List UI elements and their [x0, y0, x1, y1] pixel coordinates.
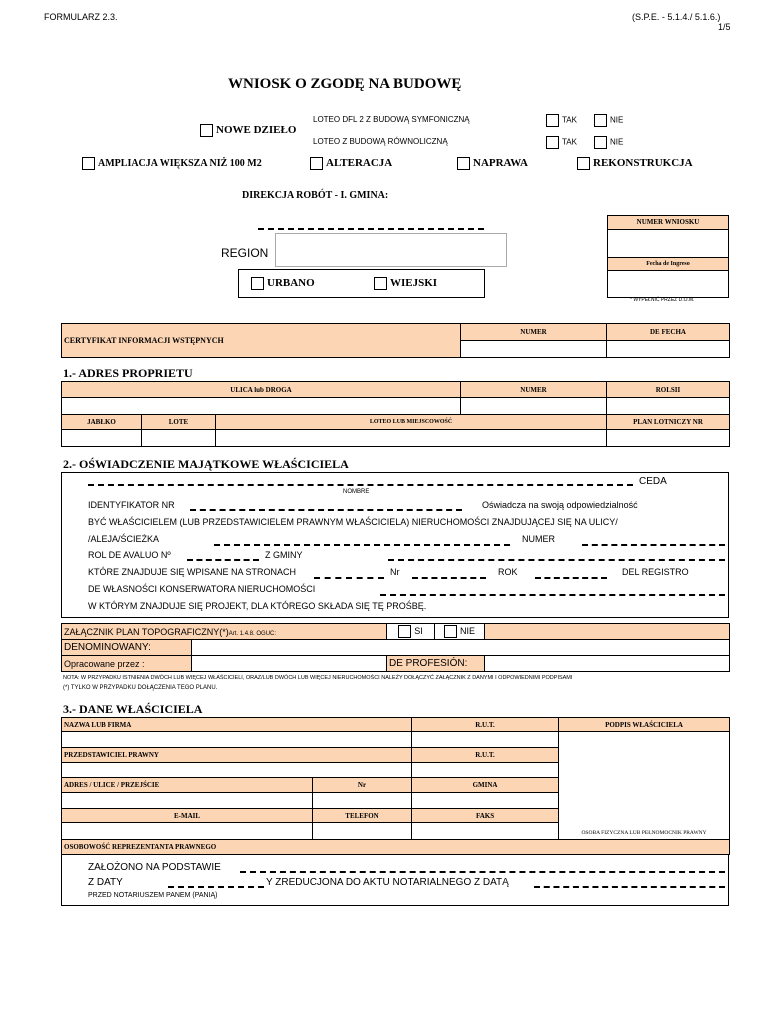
street-field[interactable]: [62, 398, 461, 415]
ampliacja-checkbox[interactable]: [82, 157, 95, 170]
declaration-numer-label: NUMER: [522, 534, 555, 544]
topo-nie-option[interactable]: [435, 624, 485, 640]
owner-statement: BYĆ WŁAŚCICIELEM (LUB PRZEDSTAWICIELEM PRAWNYM WŁAŚCICIELA) NIERUCHOMOŚCI ZNAJDUJĄCEJ SIĘ NA ULICY/: [88, 517, 618, 527]
z-daty-line[interactable]: [168, 886, 264, 888]
ampliacja-option[interactable]: [82, 157, 262, 170]
section-3-title: 3.- DANE WŁAŚCICIELA: [63, 702, 203, 716]
aleja-label: /ALEJA/ŚCIEŻKA: [88, 534, 160, 544]
project-statement: W KTÓRYM ZNAJDUJE SIĘ PROJEKT, DLA KTÓREGO SKŁADA SIĘ TĘ PROŚBĘ.: [88, 601, 427, 611]
signature-header: PODPIS WŁAŚCICIELA: [559, 718, 730, 732]
cert-fecha-field[interactable]: [607, 341, 730, 358]
nr-label: Nr: [390, 567, 400, 577]
tak-label: TAK: [562, 115, 577, 125]
page-title: WNIOSK O ZGODĘ NA BUDOWĘ: [228, 76, 462, 92]
gmina-line[interactable]: [388, 559, 725, 561]
topo-article: Art. 1.4.8. OGUC:: [228, 630, 277, 637]
gmina-field[interactable]: [412, 793, 559, 809]
profession-field[interactable]: [485, 656, 730, 672]
denominated-field[interactable]: [192, 640, 730, 656]
alteracja-label: ALTERACJA: [326, 157, 393, 170]
new-work-label: NOWE DZIEŁO: [216, 124, 297, 137]
rolsii-field[interactable]: [607, 398, 730, 415]
ceda-label: CEDA: [639, 476, 667, 487]
jablko-field[interactable]: [62, 430, 142, 447]
rut-field-2[interactable]: [412, 763, 559, 778]
rol-label: ROL DE AVALUO Nº: [88, 550, 171, 560]
lot1-nie[interactable]: [594, 114, 623, 127]
loteo-header: LOTEO LUB MIEJSCOWOŚĆ: [216, 415, 607, 430]
plan-only-note: (*) TYLKO W PRZYPADKU DOŁĄCZENIA TEGO PLANU.: [63, 685, 218, 691]
cert-table: [61, 323, 730, 358]
alteracja-option[interactable]: [310, 157, 392, 170]
notarial-line[interactable]: [534, 886, 725, 888]
rut-field-1[interactable]: [412, 732, 559, 748]
lote-field[interactable]: [142, 430, 216, 447]
address-numer-header: NUMER: [461, 382, 607, 398]
lot2-label: LOTEO Z BUDOWĄ RÓWNOLICZNĄ: [313, 137, 448, 146]
z-gminy-label: Z GMINY: [265, 550, 303, 560]
application-number-box: [607, 215, 729, 298]
side-note: * WYPEŁNIĆ PRZEZ D.O.M.: [630, 297, 695, 303]
naprawa-option[interactable]: [457, 157, 528, 170]
new-work-option[interactable]: [200, 124, 296, 137]
founded-line[interactable]: [240, 871, 725, 873]
lot2-tak[interactable]: [546, 136, 577, 149]
lot2-tak-checkbox[interactable]: [546, 136, 559, 149]
faks-field[interactable]: [412, 823, 559, 840]
pages-line[interactable]: [314, 577, 384, 579]
nombre-label: NOMBRE: [343, 489, 370, 495]
nie-label: NIE: [610, 115, 624, 125]
registro-label: DEL REGISTRO: [622, 567, 689, 577]
fecha-ingreso-field[interactable]: [608, 271, 728, 297]
loteo-field[interactable]: [216, 430, 607, 447]
topo-nie-label: NIE: [459, 625, 475, 636]
rok-label: ROK: [498, 567, 518, 577]
firm-header: NAZWA LUB FIRMA: [62, 718, 412, 732]
ref-code: (S.P.E. - 5.1.4./ 5.1.6.): [632, 12, 721, 22]
owner-nr-header: Nr: [313, 778, 412, 793]
area-box: [238, 269, 485, 298]
denominated-label: DENOMINOWANY:: [62, 640, 192, 656]
plan-header: PLAN LOTNICZY NR: [607, 415, 730, 430]
telefon-field[interactable]: [313, 823, 412, 840]
lot1-nie-checkbox[interactable]: [594, 114, 607, 127]
cert-numer-field[interactable]: [461, 341, 607, 358]
name-line[interactable]: [88, 484, 633, 486]
address-table: [61, 381, 730, 447]
rol-line[interactable]: [187, 559, 259, 561]
new-work-checkbox[interactable]: [200, 124, 213, 137]
rekonstrukcja-checkbox[interactable]: [577, 157, 590, 170]
tak-label: TAK: [562, 137, 577, 147]
konserwator-label: DE WŁASNOŚCI KONSERWATORA NIERUCHOMOŚCI: [88, 584, 316, 594]
owner-table: [61, 717, 730, 855]
declares-label: Oświadcza na swoją odpowiedzialność: [482, 500, 638, 510]
legal-rep-field[interactable]: [62, 763, 412, 778]
declaration-numer-line[interactable]: [582, 544, 725, 546]
prepared-by-field[interactable]: [192, 656, 387, 672]
naprawa-label: NAPRAWA: [473, 157, 528, 170]
identifier-label: IDENTYFIKATOR NR: [88, 500, 175, 510]
lote-header: LOTE: [142, 415, 216, 430]
plan-field[interactable]: [607, 430, 730, 447]
wiejski-checkbox[interactable]: [374, 277, 387, 290]
telefon-header: TELEFON: [313, 809, 412, 823]
address-header: ADRES / ULICE / PRZEJŚCIE: [62, 778, 313, 793]
nie-label: NIE: [610, 137, 624, 147]
street-line[interactable]: [214, 544, 510, 546]
rut-header-2: R.U.T.: [412, 748, 559, 763]
jablko-header: JABŁKO: [62, 415, 142, 430]
direction-label: DIREKCJA ROBÓT - I. GMINA:: [242, 190, 389, 201]
lot1-label: LOTEO DFL 2 Z BUDOWĄ SYMFONICZNĄ: [313, 115, 470, 124]
founded-label: ZAŁOŻONO NA PODSTAWIE: [88, 862, 221, 873]
lot1-tak[interactable]: [546, 114, 577, 127]
email-header: E-MAIL: [62, 809, 313, 823]
topo-si-checkbox[interactable]: [398, 625, 411, 638]
gmina-header: GMINA: [412, 778, 559, 793]
topo-blank: [485, 624, 730, 640]
firm-field[interactable]: [62, 732, 412, 748]
urbano-checkbox[interactable]: [251, 277, 264, 290]
topo-plan-label: [62, 624, 387, 640]
topo-si-option[interactable]: [387, 624, 435, 640]
z-daty-label: Z DATY: [88, 877, 123, 888]
fecha-ingreso-label: Fecha de Ingreso: [608, 257, 728, 271]
region-input[interactable]: [275, 233, 507, 267]
lot2-nie-checkbox[interactable]: [594, 136, 607, 149]
topo-table: [61, 623, 730, 672]
naprawa-checkbox[interactable]: [457, 157, 470, 170]
rok-line[interactable]: [535, 577, 607, 579]
topo-plan-text: ZAŁĄCZNIK PLAN TOPOGRAFICZNY(*): [64, 626, 229, 637]
legal-rep-header: PRZEDSTAWICIEL PRAWNY: [62, 748, 412, 763]
signature-field[interactable]: [559, 732, 730, 840]
owner-nr-field[interactable]: [313, 793, 412, 809]
numer-wniosku-label: NUMER WNIOSKU: [608, 216, 728, 230]
personality-header: OSOBOWOŚĆ REPREZENTANTA PRAWNEGO: [62, 840, 730, 855]
faks-header: FAKS: [412, 809, 559, 823]
email-field[interactable]: [62, 823, 313, 840]
identifier-line[interactable]: [190, 509, 462, 511]
direction-line[interactable]: [258, 228, 484, 230]
rolsii-header: ROLSII: [607, 382, 730, 398]
wiejski-label: WIEJSKI: [390, 277, 438, 290]
konserwator-line[interactable]: [380, 594, 725, 596]
notary-label: PRZED NOTARIUSZEM PANEM (PANIĄ): [88, 892, 218, 899]
street-header: ULICA lub DROGA: [62, 382, 461, 398]
lot1-tak-checkbox[interactable]: [546, 114, 559, 127]
ampliacja-label: AMPLIACJA WIĘKSZA NIŻ 100 M2: [98, 157, 262, 169]
urbano-option[interactable]: [251, 277, 315, 290]
signature-caption: OSOBA FIZYCZNA LUB PEŁNOMOCNIK PRAWNY: [581, 830, 707, 836]
cert-label: CERTYFIKAT INFORMACJI WSTĘPNYCH: [62, 324, 461, 358]
numer-wniosku-field[interactable]: [608, 230, 728, 257]
region-label: REGION: [221, 246, 269, 260]
notarial-label: Y ZREDUCJONA DO AKTU NOTARIALNEGO Z DATĄ: [266, 877, 509, 888]
prepared-by-label: Opracowane przez :: [62, 656, 192, 672]
nr-line[interactable]: [412, 577, 486, 579]
cert-numer-header: NUMER: [461, 324, 607, 341]
pages-label: KTÓRE ZNAJDUJE SIĘ WPISANE NA STRONACH: [88, 567, 297, 577]
address-field[interactable]: [62, 793, 313, 809]
rut-header-1: R.U.T.: [412, 718, 559, 732]
rekonstrukcja-label: REKONSTRUKCJA: [593, 157, 693, 170]
section-2-title: 2.- OŚWIADCZENIE MAJĄTKOWE WŁAŚCICIELA: [63, 457, 349, 471]
profession-label: DE PROFESIÓN:: [387, 656, 485, 672]
si-label: SI: [414, 625, 423, 636]
alteracja-checkbox[interactable]: [310, 157, 323, 170]
wiejski-option[interactable]: [374, 277, 437, 290]
page-number: 1/5: [718, 22, 731, 32]
form-code: FORMULARZ 2.3.: [44, 12, 118, 22]
lot2-nie[interactable]: [594, 136, 623, 149]
urbano-label: URBANO: [267, 277, 315, 290]
cert-fecha-header: DE FECHA: [607, 324, 730, 341]
rekonstrukcja-option[interactable]: [577, 157, 693, 170]
topo-nie-checkbox[interactable]: [444, 625, 457, 638]
note-text: NOTA: W PRZYPADKU ISTNIENIA DWÓCH LUB WIĘCEJ WŁAŚCICIELI, ORAZ/LUB DWÓCH LUB WIĘCEJ NIERUCHOMOŚCI NALEŻY DOŁĄCZYĆ ZAŁĄCZNIK Z DANYMI I ODPOWIEDNIMI PODPISAMI: [63, 675, 573, 681]
address-numer-field[interactable]: [461, 398, 607, 415]
section-1-title: 1.- ADRES PROPRIETU: [63, 366, 193, 380]
